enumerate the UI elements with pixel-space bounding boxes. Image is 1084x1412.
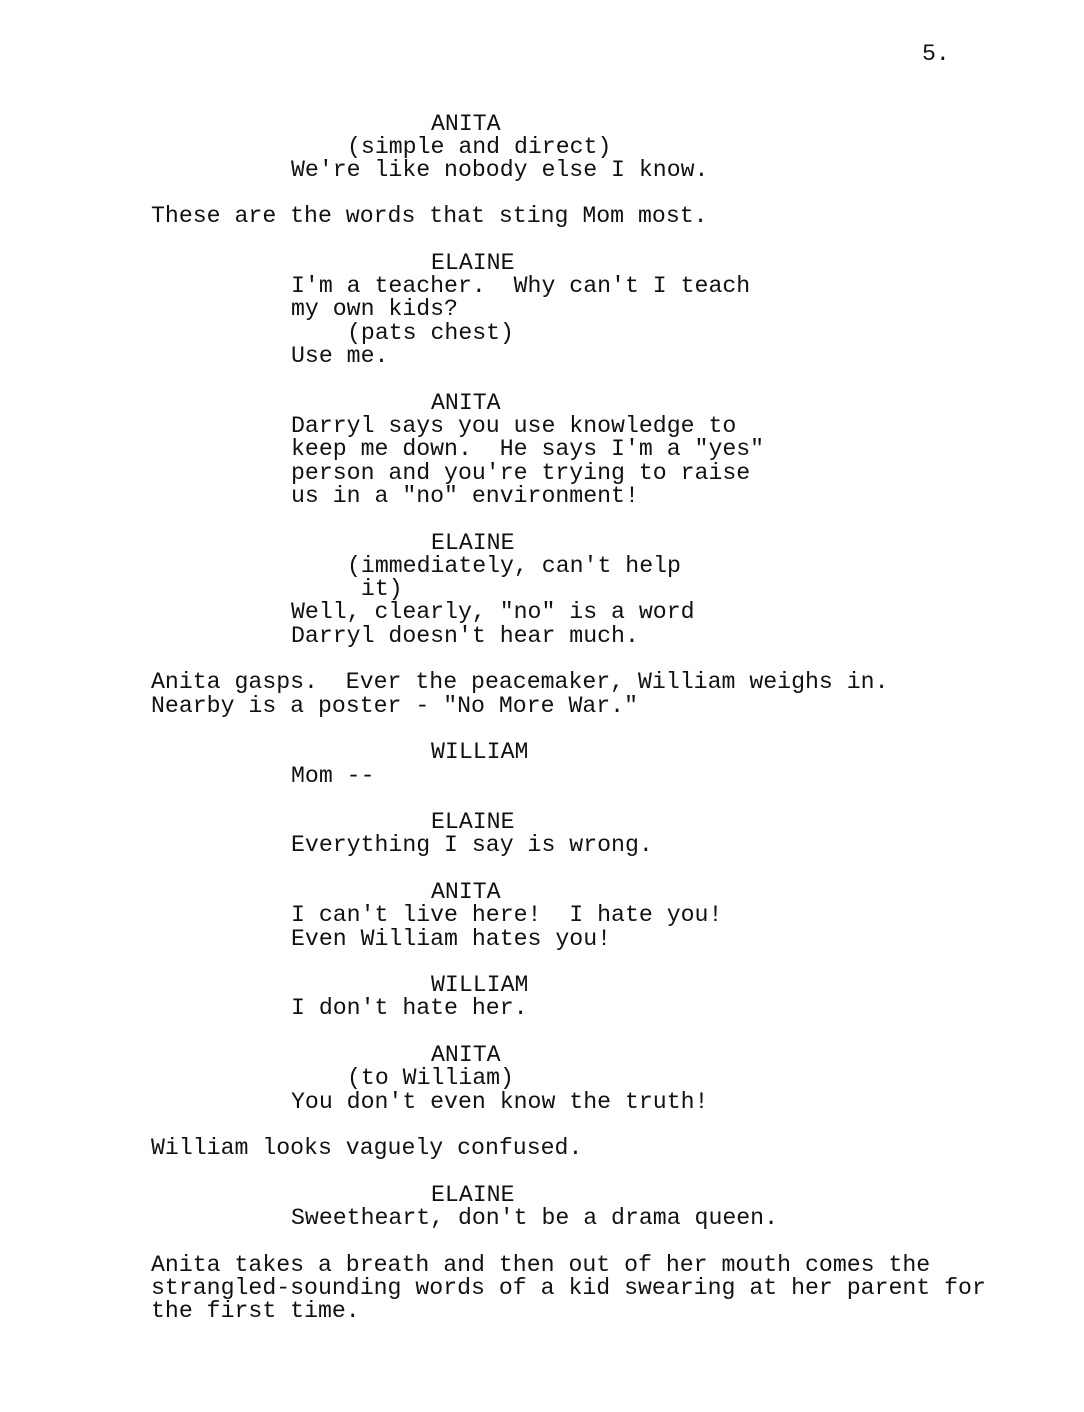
parenthetical: it): [347, 576, 403, 602]
action-line: the first time.: [151, 1298, 360, 1324]
character-name: ANITA: [431, 879, 501, 905]
dialogue-line: Use me.: [291, 343, 389, 369]
dialogue-line: keep me down. He says I'm a "yes": [291, 436, 765, 462]
parenthetical: (pats chest): [347, 320, 514, 346]
dialogue-line: We're like nobody else I know.: [291, 157, 709, 183]
character-name: ANITA: [431, 390, 501, 416]
character-name: WILLIAM: [431, 739, 529, 765]
dialogue-line: Everything I say is wrong.: [291, 832, 653, 858]
dialogue-line: Well, clearly, "no" is a word: [291, 599, 695, 625]
dialogue-line: Sweetheart, don't be a drama queen.: [291, 1205, 779, 1231]
action-line: Nearby is a poster - "No More War.": [151, 693, 639, 719]
action-line: Anita gasps. Ever the peacemaker, William weighs in.: [151, 669, 889, 695]
dialogue-line: You don't even know the truth!: [291, 1089, 709, 1115]
parenthetical: (to William): [347, 1065, 514, 1091]
character-name: ELAINE: [431, 530, 515, 556]
dialogue-line: I'm a teacher. Why can't I teach: [291, 273, 751, 299]
parenthetical: (simple and direct): [347, 134, 612, 160]
dialogue-line: Even William hates you!: [291, 926, 612, 952]
parenthetical: (immediately, can't help: [347, 553, 681, 579]
dialogue-line: I can't live here! I hate you!: [291, 902, 723, 928]
character-name: WILLIAM: [431, 972, 529, 998]
action-line: strangled-sounding words of a kid swearing at her parent for: [151, 1275, 986, 1301]
action-line: William looks vaguely confused.: [151, 1135, 583, 1161]
character-name: ELAINE: [431, 1182, 515, 1208]
dialogue-line: Darryl says you use knowledge to: [291, 413, 737, 439]
dialogue-line: my own kids?: [291, 296, 458, 322]
dialogue-line: Mom --: [291, 763, 375, 789]
character-name: ANITA: [431, 111, 501, 137]
dialogue-line: I don't hate her.: [291, 995, 528, 1021]
dialogue-line: Darryl doesn't hear much.: [291, 623, 639, 649]
page-number: 5.: [922, 41, 950, 67]
action-line: These are the words that sting Mom most.: [151, 203, 708, 229]
dialogue-line: us in a "no" environment!: [291, 483, 639, 509]
character-name: ELAINE: [431, 250, 515, 276]
dialogue-line: person and you're trying to raise: [291, 460, 751, 486]
action-line: Anita takes a breath and then out of her mouth comes the: [151, 1252, 931, 1278]
character-name: ELAINE: [431, 809, 515, 835]
character-name: ANITA: [431, 1042, 501, 1068]
